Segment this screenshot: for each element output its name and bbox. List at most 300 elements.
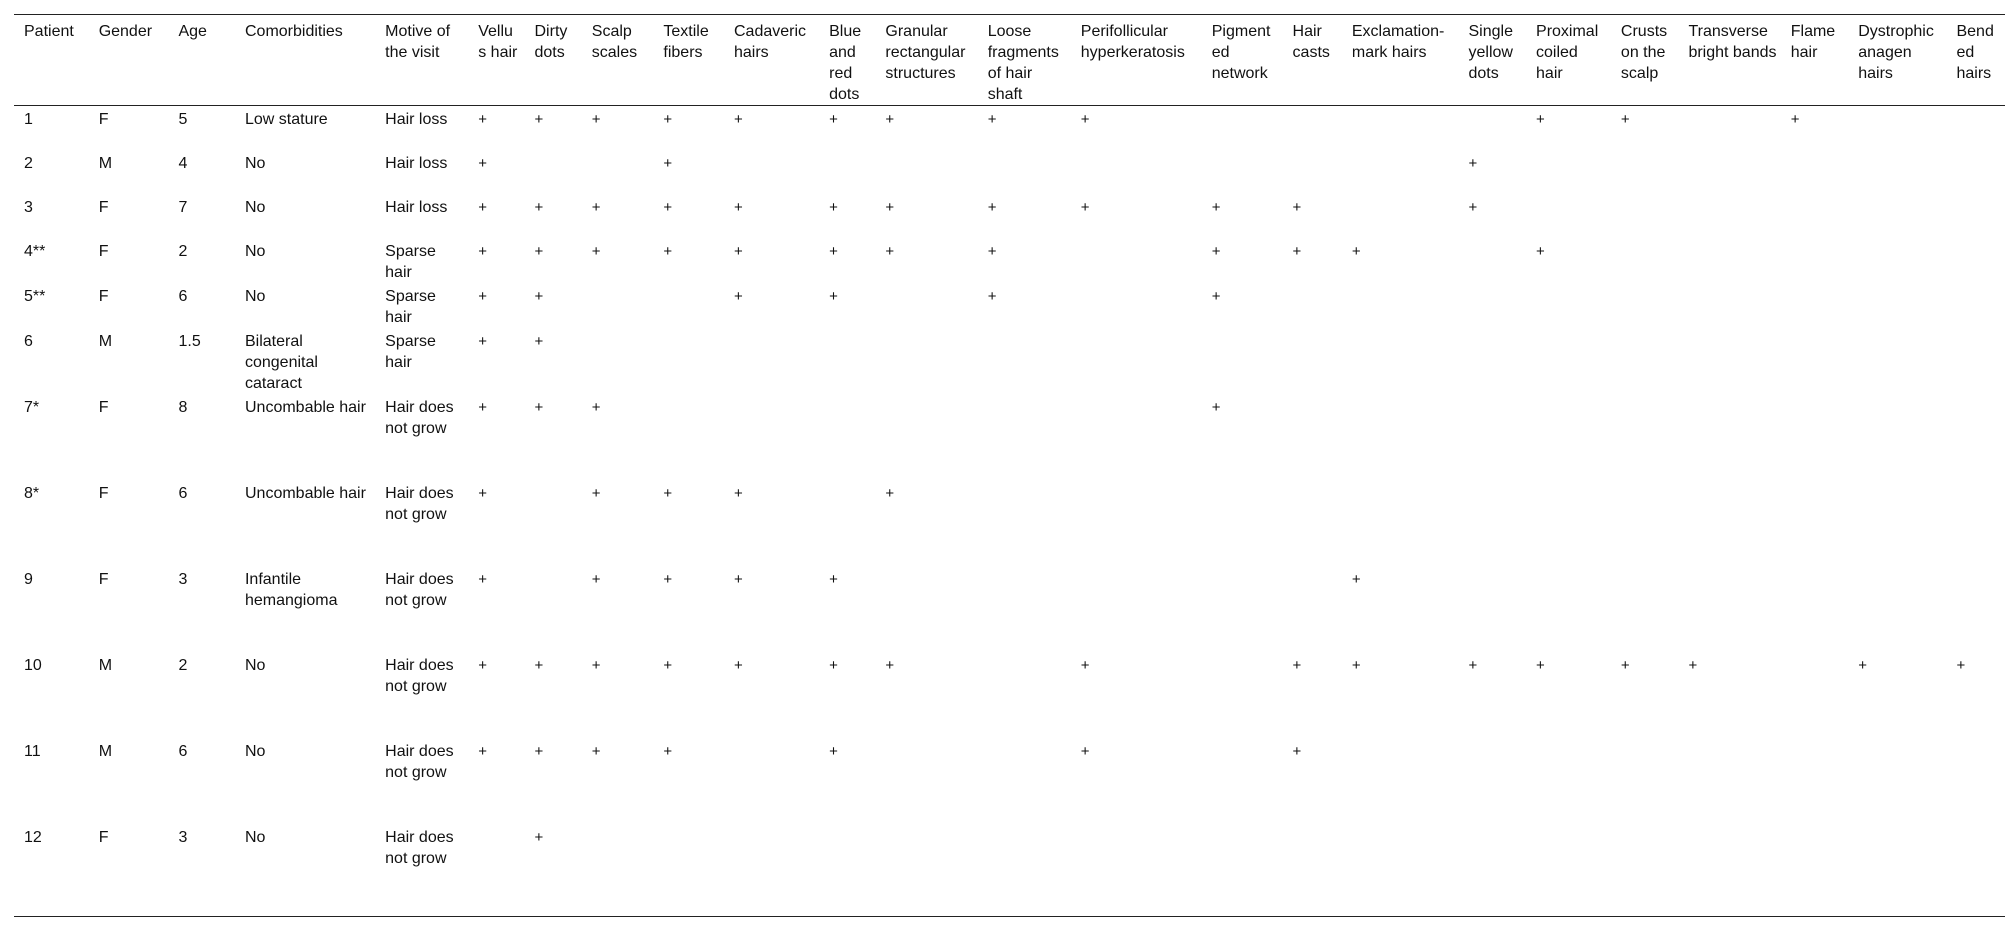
cell-scalp-scales: + — [591, 656, 601, 674]
table-body — [14, 106, 2005, 917]
cell-dirty-dots — [525, 150, 582, 194]
column-header-scalp-scales: Scalp scales — [591, 23, 638, 61]
cell-loose-fragments-of-hair-shaft — [978, 738, 1071, 824]
cell-vellus-hair: + — [478, 242, 487, 260]
cell-cadaveric-hairs: + — [733, 570, 743, 588]
cell-blue-and-red-dots: + — [829, 287, 838, 305]
cell-bended-hairs — [1946, 194, 2005, 238]
cell-perifollicular-hyperkeratosis: + — [1080, 111, 1090, 128]
cell-textile-fibers — [653, 283, 724, 328]
cell-loose-fragments-of-hair-shaft — [978, 328, 1071, 394]
cell-textile-fibers: + — [663, 484, 673, 502]
cell-bended-hairs — [1946, 480, 2005, 566]
cell-motive-of-the-visit: Hair loss — [385, 111, 448, 128]
cell-age: 3 — [178, 828, 188, 846]
cell-gender: F — [98, 398, 109, 416]
column-header-cadaveric-hairs: Cadaveric hairs — [733, 23, 807, 61]
cell-granular-rectangular-structures: + — [885, 656, 895, 674]
cell-transverse-bright-bands — [1678, 194, 1780, 238]
cell-dystrophic-anagen-hairs — [1848, 480, 1946, 566]
cell-bended-hairs — [1946, 238, 2005, 283]
table-row — [14, 738, 2005, 824]
cell-textile-fibers: + — [663, 742, 673, 760]
cell-dystrophic-anagen-hairs — [1848, 394, 1946, 480]
cell-textile-fibers: + — [663, 242, 673, 260]
cell-single-yellow-dots — [1459, 283, 1527, 328]
cell-comorbidities: No — [244, 154, 266, 172]
cell-scalp-scales: + — [591, 111, 601, 128]
cell-exclamation-mark-hairs — [1342, 283, 1459, 328]
cell-granular-rectangular-structures: + — [885, 242, 895, 260]
cell-blue-and-red-dots — [819, 480, 875, 566]
cell-dystrophic-anagen-hairs — [1848, 824, 1946, 917]
cell-patient: 3 — [24, 198, 33, 216]
column-header-pigmented-network: Pigmented network — [1211, 23, 1271, 82]
cell-vellus-hair: + — [478, 111, 487, 128]
cell-age: 8 — [178, 398, 188, 416]
cell-proximal-coiled-hair — [1526, 194, 1611, 238]
cell-patient: 9 — [24, 570, 33, 588]
column-header-motive-of-the-visit: Motive of the visit — [385, 23, 451, 61]
cell-gender: F — [98, 570, 109, 588]
cell-dystrophic-anagen-hairs — [1848, 566, 1946, 652]
cell-hair-casts: + — [1292, 242, 1302, 260]
cell-dystrophic-anagen-hairs: + — [1858, 656, 1868, 674]
cell-comorbidities: Uncombable hair — [244, 484, 366, 502]
cell-flame-hair — [1781, 738, 1849, 824]
cell-patient: 6 — [24, 332, 33, 350]
cell-motive-of-the-visit: Sparse hair — [385, 332, 436, 371]
cell-single-yellow-dots — [1459, 480, 1527, 566]
table-row — [14, 283, 2005, 328]
cell-pigmented-network: + — [1211, 198, 1221, 216]
cell-perifollicular-hyperkeratosis — [1071, 328, 1202, 394]
cell-transverse-bright-bands: + — [1688, 656, 1698, 674]
cell-bended-hairs — [1946, 824, 2005, 917]
cell-proximal-coiled-hair — [1526, 824, 1611, 917]
cell-dystrophic-anagen-hairs — [1848, 283, 1946, 328]
cell-bended-hairs — [1946, 150, 2005, 194]
cell-scalp-scales: + — [591, 198, 601, 216]
cell-transverse-bright-bands — [1678, 394, 1780, 480]
cell-dirty-dots: + — [534, 242, 544, 260]
cell-scalp-scales — [582, 283, 654, 328]
cell-age: 7 — [178, 198, 188, 216]
cell-cadaveric-hairs: + — [733, 198, 743, 216]
cell-blue-and-red-dots — [819, 150, 875, 194]
cell-bended-hairs — [1946, 394, 2005, 480]
cell-exclamation-mark-hairs — [1342, 194, 1459, 238]
cell-dirty-dots: + — [534, 398, 544, 416]
cell-motive-of-the-visit: Hair loss — [385, 198, 448, 216]
cell-scalp-scales — [582, 824, 654, 917]
column-header-exclamation-mark-hairs: Exclamation-mark hairs — [1351, 23, 1445, 61]
cell-hair-casts — [1283, 824, 1342, 917]
cell-motive-of-the-visit: Hair does not grow — [385, 656, 454, 695]
table-row — [14, 394, 2005, 480]
cell-gender: F — [98, 242, 109, 260]
cell-dystrophic-anagen-hairs — [1848, 328, 1946, 394]
cell-perifollicular-hyperkeratosis — [1071, 824, 1202, 917]
cell-scalp-scales: + — [591, 398, 601, 416]
column-header-flame-hair: Flame hair — [1790, 23, 1836, 61]
column-header-age: Age — [178, 23, 207, 40]
cell-hair-casts — [1283, 283, 1342, 328]
cell-vellus-hair: + — [478, 332, 487, 350]
cell-comorbidities: No — [244, 828, 266, 846]
cell-granular-rectangular-structures — [875, 566, 977, 652]
cell-proximal-coiled-hair: + — [1536, 242, 1545, 260]
table-row — [14, 238, 2005, 283]
cell-dystrophic-anagen-hairs — [1848, 238, 1946, 283]
cell-loose-fragments-of-hair-shaft: + — [987, 198, 997, 216]
column-header-patient: Patient — [24, 23, 74, 40]
cell-perifollicular-hyperkeratosis — [1071, 283, 1202, 328]
cell-comorbidities: No — [244, 656, 266, 674]
cell-vellus-hair: + — [478, 287, 487, 305]
cell-age: 4 — [178, 154, 188, 172]
cell-scalp-scales — [582, 150, 654, 194]
table-row — [14, 106, 2005, 150]
cell-single-yellow-dots: + — [1468, 656, 1478, 674]
cell-dystrophic-anagen-hairs — [1848, 194, 1946, 238]
findings-table — [14, 14, 2005, 917]
cell-crusts-on-the-scalp — [1611, 238, 1679, 283]
cell-patient: 4** — [24, 242, 46, 260]
cell-crusts-on-the-scalp — [1611, 824, 1679, 917]
cell-proximal-coiled-hair: + — [1536, 656, 1545, 674]
cell-cadaveric-hairs — [724, 328, 819, 394]
cell-comorbidities: Bilateral congenital cataract — [244, 332, 318, 392]
table-row — [14, 480, 2005, 566]
cell-pigmented-network — [1202, 566, 1283, 652]
cell-cadaveric-hairs: + — [733, 111, 743, 128]
cell-blue-and-red-dots: + — [829, 570, 838, 588]
cell-granular-rectangular-structures — [875, 738, 977, 824]
cell-pigmented-network — [1202, 480, 1283, 566]
cell-pigmented-network — [1202, 652, 1283, 738]
cell-transverse-bright-bands — [1678, 480, 1780, 566]
cell-gender: F — [98, 828, 109, 846]
cell-gender: F — [98, 111, 109, 128]
cell-dirty-dots — [525, 480, 582, 566]
cell-perifollicular-hyperkeratosis — [1071, 150, 1202, 194]
cell-flame-hair: + — [1790, 111, 1800, 128]
cell-loose-fragments-of-hair-shaft: + — [987, 111, 997, 128]
cell-patient: 1 — [24, 111, 33, 128]
cell-granular-rectangular-structures: + — [885, 198, 895, 216]
cell-hair-casts — [1283, 394, 1342, 480]
header-row — [14, 15, 2005, 106]
cell-motive-of-the-visit: Hair loss — [385, 154, 448, 172]
column-header-granular-rectangular-structures: Granular rectangular structures — [885, 23, 966, 82]
cell-comorbidities: No — [244, 242, 266, 260]
cell-motive-of-the-visit: Sparse hair — [385, 287, 436, 326]
cell-patient: 5** — [24, 287, 46, 305]
cell-perifollicular-hyperkeratosis — [1071, 394, 1202, 480]
cell-flame-hair — [1781, 328, 1849, 394]
cell-pigmented-network: + — [1211, 287, 1221, 305]
cell-loose-fragments-of-hair-shaft — [978, 480, 1071, 566]
cell-age: 2 — [178, 242, 188, 260]
column-header-proximal-coiled-hair: Proximal coiled hair — [1536, 23, 1599, 82]
cell-exclamation-mark-hairs — [1342, 328, 1459, 394]
cell-age: 6 — [178, 742, 188, 760]
column-header-single-yellow-dots: Single yellow dots — [1468, 23, 1513, 82]
cell-blue-and-red-dots — [819, 394, 875, 480]
cell-textile-fibers — [653, 328, 724, 394]
cell-textile-fibers: + — [663, 198, 673, 216]
cell-crusts-on-the-scalp — [1611, 328, 1679, 394]
cell-flame-hair — [1781, 652, 1849, 738]
table-row — [14, 652, 2005, 738]
column-header-vellus-hair: Vellus hair — [478, 23, 518, 61]
cell-perifollicular-hyperkeratosis — [1071, 480, 1202, 566]
cell-vellus-hair: + — [478, 570, 487, 588]
cell-dirty-dots: + — [534, 287, 544, 305]
cell-single-yellow-dots — [1459, 106, 1527, 150]
cell-vellus-hair: + — [478, 484, 487, 502]
cell-pigmented-network — [1202, 106, 1283, 150]
cell-dystrophic-anagen-hairs — [1848, 106, 1946, 150]
cell-dirty-dots: + — [534, 656, 544, 674]
column-header-bended-hairs: Bended hairs — [1956, 23, 1994, 82]
cell-cadaveric-hairs: + — [733, 484, 743, 502]
cell-proximal-coiled-hair — [1526, 738, 1611, 824]
cell-gender: F — [98, 198, 109, 216]
cell-crusts-on-the-scalp — [1611, 738, 1679, 824]
cell-bended-hairs — [1946, 566, 2005, 652]
cell-motive-of-the-visit: Sparse hair — [385, 242, 436, 281]
cell-proximal-coiled-hair — [1526, 283, 1611, 328]
cell-crusts-on-the-scalp — [1611, 480, 1679, 566]
cell-comorbidities: Low stature — [244, 111, 328, 128]
cell-vellus-hair: + — [478, 154, 487, 172]
cell-crusts-on-the-scalp — [1611, 194, 1679, 238]
cell-dirty-dots: + — [534, 742, 544, 760]
cell-flame-hair — [1781, 480, 1849, 566]
cell-patient: 8* — [24, 484, 40, 502]
cell-granular-rectangular-structures — [875, 150, 977, 194]
cell-perifollicular-hyperkeratosis: + — [1080, 742, 1090, 760]
cell-scalp-scales: + — [591, 570, 601, 588]
cell-patient: 10 — [24, 656, 42, 674]
cell-textile-fibers — [653, 394, 724, 480]
cell-age: 5 — [178, 111, 188, 128]
cell-hair-casts: + — [1292, 656, 1302, 674]
cell-gender: M — [98, 742, 113, 760]
cell-dystrophic-anagen-hairs — [1848, 738, 1946, 824]
cell-bended-hairs — [1946, 738, 2005, 824]
cell-textile-fibers: + — [663, 656, 673, 674]
cell-cadaveric-hairs — [724, 394, 819, 480]
findings-table-container — [14, 14, 2005, 917]
cell-pigmented-network: + — [1211, 398, 1221, 416]
cell-dirty-dots: + — [534, 332, 544, 350]
cell-granular-rectangular-structures — [875, 394, 977, 480]
table-row — [14, 566, 2005, 652]
cell-textile-fibers: + — [663, 111, 673, 128]
cell-single-yellow-dots — [1459, 238, 1527, 283]
cell-proximal-coiled-hair — [1526, 150, 1611, 194]
column-header-hair-casts: Hair casts — [1292, 23, 1330, 61]
cell-age: 3 — [178, 570, 188, 588]
column-header-loose-fragments-of-hair-shaft: Loose fragments of hair shaft — [987, 23, 1059, 103]
cell-single-yellow-dots — [1459, 738, 1527, 824]
cell-proximal-coiled-hair — [1526, 566, 1611, 652]
cell-blue-and-red-dots: + — [829, 742, 838, 760]
cell-motive-of-the-visit: Hair does not grow — [385, 828, 454, 867]
cell-single-yellow-dots — [1459, 328, 1527, 394]
cell-transverse-bright-bands — [1678, 106, 1780, 150]
cell-pigmented-network — [1202, 738, 1283, 824]
cell-age: 6 — [178, 484, 188, 502]
cell-granular-rectangular-structures — [875, 283, 977, 328]
cell-motive-of-the-visit: Hair does not grow — [385, 570, 454, 609]
cell-transverse-bright-bands — [1678, 150, 1780, 194]
cell-scalp-scales: + — [591, 484, 601, 502]
cell-blue-and-red-dots: + — [829, 242, 838, 260]
cell-bended-hairs — [1946, 283, 2005, 328]
cell-pigmented-network — [1202, 328, 1283, 394]
cell-gender: M — [98, 332, 113, 350]
cell-dirty-dots: + — [534, 828, 544, 846]
cell-dirty-dots: + — [534, 198, 544, 216]
cell-bended-hairs: + — [1956, 656, 1966, 674]
cell-loose-fragments-of-hair-shaft — [978, 566, 1071, 652]
cell-crusts-on-the-scalp — [1611, 150, 1679, 194]
cell-exclamation-mark-hairs — [1342, 824, 1459, 917]
cell-blue-and-red-dots — [819, 824, 875, 917]
table-row — [14, 194, 2005, 238]
cell-textile-fibers — [653, 824, 724, 917]
cell-comorbidities: Uncombable hair — [244, 398, 366, 416]
cell-single-yellow-dots — [1459, 824, 1527, 917]
cell-granular-rectangular-structures — [875, 328, 977, 394]
cell-blue-and-red-dots — [819, 328, 875, 394]
cell-hair-casts — [1283, 106, 1342, 150]
cell-transverse-bright-bands — [1678, 328, 1780, 394]
cell-bended-hairs — [1946, 328, 2005, 394]
table-row — [14, 328, 2005, 394]
cell-pigmented-network: + — [1211, 242, 1221, 260]
cell-flame-hair — [1781, 238, 1849, 283]
column-header-textile-fibers: Textile fibers — [663, 23, 709, 61]
cell-patient: 11 — [24, 742, 41, 760]
column-header-crusts-on-the-scalp: Crusts on the scalp — [1620, 23, 1668, 82]
column-header-transverse-bright-bands: Transverse bright bands — [1688, 23, 1777, 61]
cell-patient: 2 — [24, 154, 33, 172]
cell-exclamation-mark-hairs — [1342, 106, 1459, 150]
cell-perifollicular-hyperkeratosis: + — [1080, 198, 1090, 216]
cell-pigmented-network — [1202, 150, 1283, 194]
cell-perifollicular-hyperkeratosis — [1071, 238, 1202, 283]
cell-proximal-coiled-hair — [1526, 328, 1611, 394]
cell-motive-of-the-visit: Hair does not grow — [385, 742, 454, 781]
cell-proximal-coiled-hair: + — [1536, 111, 1545, 128]
cell-loose-fragments-of-hair-shaft — [978, 824, 1071, 917]
cell-exclamation-mark-hairs: + — [1351, 242, 1361, 260]
cell-textile-fibers: + — [663, 570, 673, 588]
cell-patient: 7* — [24, 398, 40, 416]
cell-hair-casts: + — [1292, 198, 1302, 216]
cell-hair-casts: + — [1292, 742, 1302, 760]
cell-blue-and-red-dots: + — [829, 198, 838, 216]
cell-age: 2 — [178, 656, 188, 674]
cell-patient: 12 — [24, 828, 42, 846]
cell-vellus-hair: + — [478, 198, 487, 216]
cell-flame-hair — [1781, 150, 1849, 194]
cell-age: 6 — [178, 287, 188, 305]
cell-motive-of-the-visit: Hair does not grow — [385, 484, 454, 523]
column-header-blue-and-red-dots: Blue and red dots — [829, 23, 862, 103]
cell-bended-hairs — [1946, 106, 2005, 150]
cell-single-yellow-dots: + — [1468, 198, 1478, 216]
cell-blue-and-red-dots: + — [829, 111, 838, 128]
cell-vellus-hair: + — [478, 656, 487, 674]
cell-transverse-bright-bands — [1678, 566, 1780, 652]
cell-hair-casts — [1283, 328, 1342, 394]
cell-crusts-on-the-scalp: + — [1620, 656, 1630, 674]
cell-comorbidities: No — [244, 198, 266, 216]
cell-flame-hair — [1781, 283, 1849, 328]
cell-proximal-coiled-hair — [1526, 480, 1611, 566]
cell-exclamation-mark-hairs — [1342, 394, 1459, 480]
cell-vellus-hair: + — [478, 398, 487, 416]
cell-loose-fragments-of-hair-shaft: + — [987, 242, 997, 260]
cell-flame-hair — [1781, 394, 1849, 480]
cell-exclamation-mark-hairs — [1342, 150, 1459, 194]
cell-blue-and-red-dots: + — [829, 656, 838, 674]
cell-vellus-hair — [468, 824, 524, 917]
cell-loose-fragments-of-hair-shaft — [978, 150, 1071, 194]
cell-transverse-bright-bands — [1678, 283, 1780, 328]
cell-dirty-dots — [525, 566, 582, 652]
cell-motive-of-the-visit: Hair does not grow — [385, 398, 454, 437]
cell-crusts-on-the-scalp — [1611, 566, 1679, 652]
cell-gender: M — [98, 656, 113, 674]
cell-exclamation-mark-hairs: + — [1351, 570, 1361, 588]
cell-scalp-scales: + — [591, 742, 601, 760]
cell-transverse-bright-bands — [1678, 238, 1780, 283]
cell-granular-rectangular-structures: + — [885, 111, 895, 128]
cell-loose-fragments-of-hair-shaft — [978, 394, 1071, 480]
cell-cadaveric-hairs: + — [733, 656, 743, 674]
cell-exclamation-mark-hairs — [1342, 738, 1459, 824]
cell-vellus-hair: + — [478, 742, 487, 760]
cell-dystrophic-anagen-hairs — [1848, 150, 1946, 194]
cell-comorbidities: Infantile hemangioma — [244, 570, 338, 609]
cell-exclamation-mark-hairs: + — [1351, 656, 1361, 674]
cell-transverse-bright-bands — [1678, 738, 1780, 824]
cell-scalp-scales: + — [591, 242, 601, 260]
cell-transverse-bright-bands — [1678, 824, 1780, 917]
cell-crusts-on-the-scalp: + — [1620, 111, 1630, 128]
cell-cadaveric-hairs — [724, 824, 819, 917]
column-header-perifollicular-hyperkeratosis: Perifollicular hyperkeratosis — [1080, 23, 1185, 61]
cell-hair-casts — [1283, 566, 1342, 652]
cell-loose-fragments-of-hair-shaft: + — [987, 287, 997, 305]
cell-single-yellow-dots: + — [1468, 154, 1478, 172]
cell-scalp-scales — [582, 328, 654, 394]
cell-comorbidities: No — [244, 742, 266, 760]
cell-flame-hair — [1781, 566, 1849, 652]
cell-flame-hair — [1781, 824, 1849, 917]
column-header-gender: Gender — [98, 23, 153, 40]
cell-single-yellow-dots — [1459, 566, 1527, 652]
cell-gender: F — [98, 484, 109, 502]
cell-gender: M — [98, 154, 113, 172]
